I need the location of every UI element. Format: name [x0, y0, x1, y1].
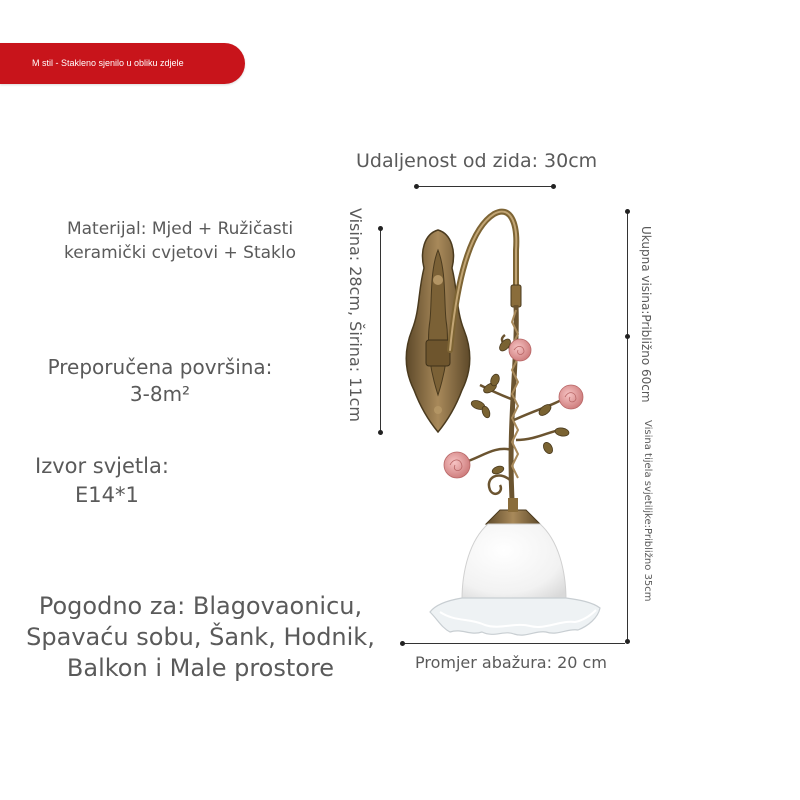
total-height-title: Ukupna visina:	[639, 226, 653, 315]
material-line-1: Materijal: Mjed + Ružičasti	[66, 219, 294, 239]
wall-plate	[406, 230, 470, 432]
total-height-value: Približno 60cm	[639, 314, 653, 403]
shade-cap	[486, 510, 540, 524]
wall-distance-label: Udaljenost od zida: 30cm	[356, 150, 598, 172]
mount-size-label: Visina: 28cm, Širina: 11cm	[346, 208, 365, 422]
body-height-value: Približno 35cm	[642, 528, 653, 602]
glass-shade	[430, 524, 600, 635]
suitable-line-1: Pogodno za: Blagovaonicu,	[38, 592, 363, 620]
source-line-2: E14*1	[75, 483, 139, 507]
area-line-1: Preporučena površina:	[47, 355, 273, 379]
banner-text: M stil - Stakleno sjenilo u obliku zdjele	[32, 58, 184, 68]
source-line-1: Izvor svjetla:	[35, 454, 169, 478]
shade-diameter-label: Promjer abažura: 20 cm	[415, 653, 607, 672]
suitable-line-2: Spavaću sobu, Šank, Hodnik,	[26, 623, 375, 651]
material-line-2: keramički cvjetovi + Staklo	[63, 243, 297, 263]
area-line-2: 3-8m²	[129, 382, 191, 406]
body-height-title: Visina tijela svjetiljke:	[642, 420, 653, 529]
suitable-line-3: Balkon i Male prostore	[66, 654, 335, 682]
